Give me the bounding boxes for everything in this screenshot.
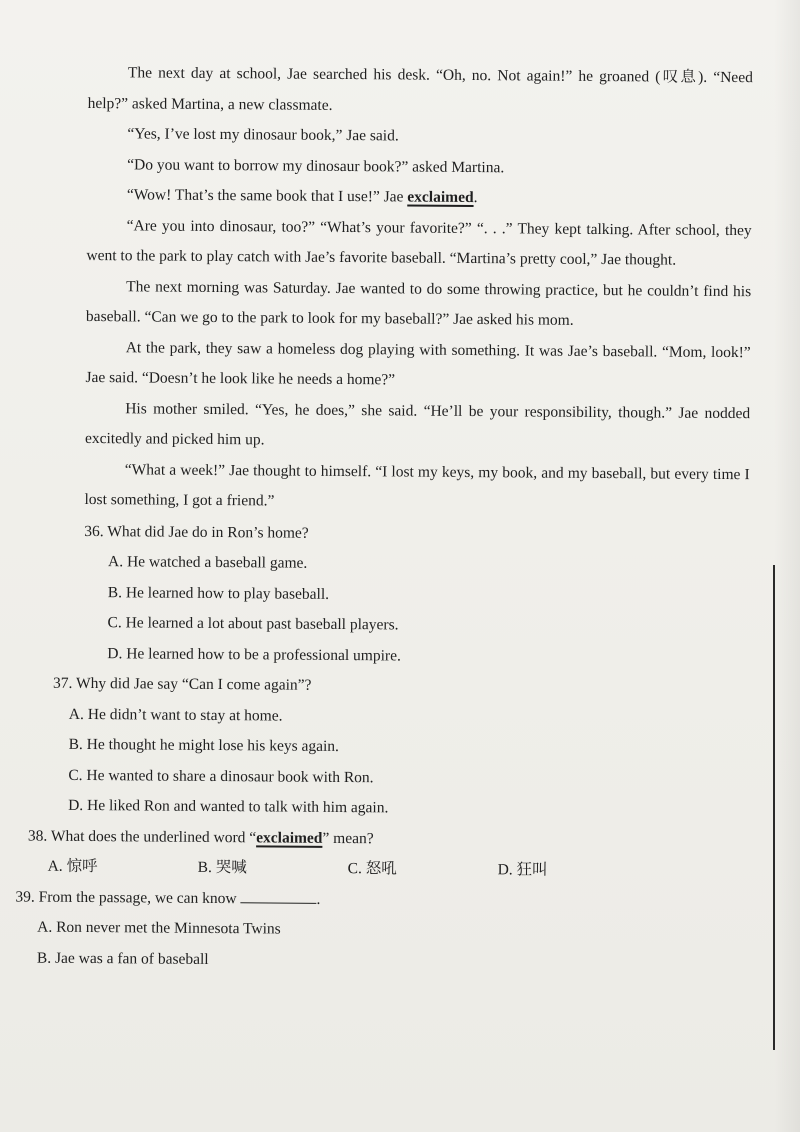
option-d: D. He learned how to be a professional umpire. (107, 644, 401, 664)
option-b: B. He learned how to play baseball. (107, 583, 330, 603)
passage-paragraph-1: The next day at school, Jae searched his desk. “Oh, no. Not again!” he groaned (叹息). “Need help?” asked Martina, a new classmate. (87, 64, 753, 114)
passage-paragraph-8: His mother smiled. “Yes, he does,” she said. “He’ll be your responsibility, though.” Jae nodded excitedly and picked him up. (84, 399, 751, 449)
option-d: D. 狂叫 (497, 861, 548, 879)
option-c: C. He learned a lot about past baseball players. (107, 614, 399, 634)
option-a: A. 惊呼 (47, 857, 98, 876)
passage-paragraph-6: The next morning was Saturday. Jae wanted to do some throwing practice, but he couldn’t find his baseball. “Can we go to the park to look for my baseball?” Jae asked his mom. (85, 277, 752, 329)
question-38 (27, 821, 747, 887)
reading-passage-block (15, 58, 753, 979)
page-edge-shadow (774, 0, 800, 1132)
underlined-word-exclaimed: exclaimed (407, 188, 474, 207)
passage-paragraph-9: “What a week!” Jae thought to himself. “I lost my keys, my book, and my baseball, but every time I lost something, I got a friend.” (84, 460, 750, 510)
passage-paragraph-3: “Do you want to borrow my dinosaur book?” asked Martina. (127, 155, 505, 176)
passage-text: . (473, 189, 478, 207)
stem-text: 39. From the passage, we can know (15, 887, 241, 907)
option-a: A. He didn’t want to stay at home. (68, 705, 283, 725)
option-c: C. 怒吼 (347, 860, 397, 878)
option-b: B. 哭喊 (197, 858, 247, 877)
passage-paragraph-2: “Yes, I’ve lost my dinosaur book,” Jae said. (127, 125, 399, 145)
option-b: B. He thought he might lose his keys again. (68, 735, 340, 755)
passage-paragraph-5: “Are you into dinosaur, too?” “What’s your favorite?” “. . .” They kept talking. After school, they went to the park to play catch with Jae’s favorite baseball. “Martina’s pretty cool,” Jae thought. (86, 216, 752, 269)
question-stem: 36. What did Jae do in Ron’s home? (84, 522, 309, 542)
stem-text: ” mean? (322, 829, 374, 847)
options-row (48, 852, 747, 888)
answer-blank (241, 884, 317, 904)
stem-text: . (316, 890, 321, 908)
passage-paragraph-7: At the park, they saw a homeless dog playing with something. It was Jae’s baseball. “Mom, look!” Jae said. “Doesn’t he look like he needs a home?” (85, 338, 751, 389)
question-stem: 37. Why did Jae say “Can I come again”? (53, 674, 312, 694)
question-36 (83, 516, 749, 674)
question-39 (15, 882, 747, 979)
underlined-word-exclaimed: exclaimed (256, 828, 323, 847)
question-37 (53, 669, 748, 827)
option-b: B. Jae was a fan of baseball (36, 949, 209, 968)
passage-paragraph-4 (87, 180, 752, 216)
option-a: A. Ron never met the Minnesota Twins (37, 918, 281, 938)
option-d: D. He liked Ron and wanted to talk with him again. (68, 796, 389, 817)
option-c: C. He wanted to share a dinosaur book with Ron. (68, 766, 374, 786)
stem-text: 38. What does the underlined word “ (27, 827, 257, 846)
passage-text: “Wow! That’s the same book that I use!” Jae (126, 186, 408, 206)
option-a: A. He watched a baseball game. (107, 553, 308, 572)
